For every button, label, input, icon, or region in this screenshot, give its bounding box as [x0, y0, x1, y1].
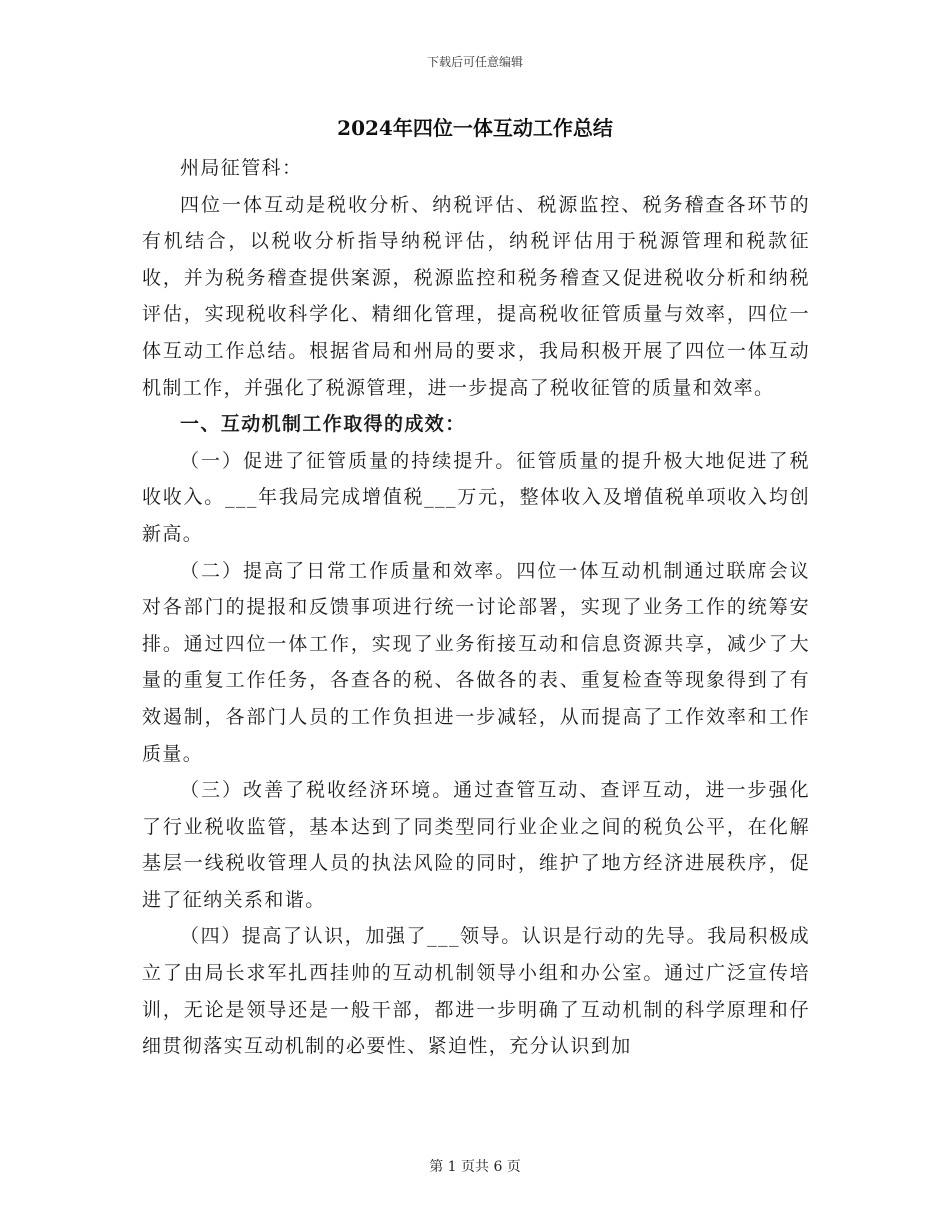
document-title: 2024年四位一体互动工作总结	[337, 116, 613, 140]
paragraph-item-3: （三）改善了税收经济环境。通过查管互动、查评互动，进一步强化了行业税收监管，基本达到了同类型同行业企业之间的税负公平，在化解基层一线税收管理人员的执法风险的同时，维护了地方经济进展秩序，促进了征纳关系和谐。	[142, 779, 810, 911]
section-heading: 一、互动机制工作取得的成效：	[180, 413, 466, 436]
document-body	[142, 150, 810, 1065]
paragraph-item-1: （一）促进了征管质量的持续提升。征管质量的提升极大地促进了税收收入。___年我局完成增值税___万元，整体收入及增值税单项收入均创新高。	[142, 449, 810, 545]
paragraph-item-4: （四）提高了认识，加强了___领导。认识是行动的先导。我局积极成立了由局长求军扎西挂帅的互动机制领导小组和办公室。通过广泛宣传培训，无论是领导还是一般干部，都进一步明确了互动机制的科学原理和仔细贯彻落实互动机制的必要性、紧迫性，充分认识到加	[142, 925, 810, 1058]
header-note: 下载后可任意编辑	[426, 55, 523, 69]
paragraph-item-2: （二）提高了日常工作质量和效率。四位一体互动机制通过联席会议对各部门的提报和反馈事项进行统一讨论部署，实现了业务工作的统筹安排。通过四位一体工作，实现了业务衔接互动和信息资源共享，减少了大量的重复工作任务，各查各的税、各做各的表、重复检查等现象得到了有效遏制，各部门人员的工作负担进一步减轻，从而提高了工作效率和工作质量。	[142, 559, 810, 765]
salutation: 州局征管科：	[180, 157, 303, 179]
paragraph-intro: 四位一体互动是税收分析、纳税评估、税源监控、税务稽查各环节的有机结合，以税收分析指导纳税评估，纳税评估用于税源管理和税款征收，并为税务稽查提供案源，税源监控和税务稽查又促进税收分析和纳税评估，实现税收科学化、精细化管理，提高税收征管质量与效率，四位一体互动工作总结。根据省局和州局的要求，我局积极开展了四位一体互动机制工作，并强化了税源管理，进一步提高了税收征管的质量和效率。	[142, 193, 810, 399]
page-indicator: 第 1 页共 6 页	[429, 1159, 521, 1175]
